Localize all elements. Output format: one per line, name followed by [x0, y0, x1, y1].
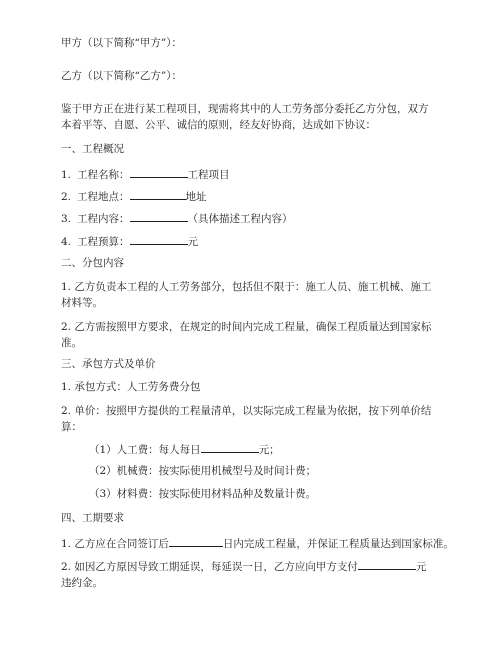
blank-field: [130, 166, 188, 178]
section-2-title: 二、分包内容: [61, 257, 124, 269]
section-1-title: 一、工程概况: [61, 143, 124, 155]
s3-paragraph-2: 2. 单价：按照甲方提供的工程量清单，以实际完成工程量为依据，按下列单价结算：: [61, 405, 432, 433]
paragraph-suffix: 日内完成工程量，并保证工程质量达到国家标准。: [222, 538, 454, 550]
s2-paragraph-1: 1. 乙方负责本工程的人工劳务部分，包括但不限于：施工人员、施工机械、施工材料等。: [61, 281, 432, 309]
item-label: 工程地点：: [77, 191, 130, 203]
party-a-line: 甲方（以下简称“甲方”）：: [61, 37, 182, 49]
item-label: 工程预算：: [77, 236, 130, 248]
s1-item-2: [61, 188, 207, 205]
s4-paragraph-2: [61, 558, 433, 591]
intro-paragraph: 鉴于甲方正在进行某工程项目，现需将其中的人工劳务部分委托乙方分包，双方本着平等、自愿、公平、诚信的原则，经友好协商，达成如下协议：: [61, 103, 429, 131]
item-suffix: 地址: [185, 191, 207, 203]
s2-paragraph-2: 2. 乙方需按照甲方要求，在规定的时间内完成工程量，确保工程质量达到国家标准。: [61, 321, 432, 349]
blank-field: [201, 441, 259, 453]
s3-paragraph-1: 1. 承包方式：人工劳务费分包: [61, 381, 201, 393]
sub-item-text: （1）人工费：每人每日: [89, 444, 201, 456]
blank-field: [130, 210, 188, 222]
item-number: 4.: [61, 236, 72, 248]
item-suffix: 工程项目: [187, 169, 230, 181]
paragraph-text: 1. 乙方应在合同签订后: [61, 538, 169, 550]
item-number: 3.: [61, 213, 72, 225]
item-number: 2.: [61, 191, 72, 203]
sub-item-suffix: 元；: [258, 444, 280, 456]
s1-item-3: [61, 210, 293, 227]
blank-field: [130, 233, 188, 245]
paragraph-text: 2. 如因乙方原因导致工期延误，每延误一日，乙方应向甲方支付: [61, 561, 358, 573]
s1-item-1: [61, 166, 230, 183]
section-4-title: 四、工期要求: [61, 512, 124, 524]
s4-paragraph-1: [61, 535, 454, 552]
item-label: 工程内容：: [77, 213, 130, 225]
party-b-line: 乙方（以下简称“乙方”）：: [61, 70, 182, 82]
blank-field: [358, 558, 416, 570]
s3-sub-item-2: （2）机械费：按实际使用机械型号及时间计费；: [89, 465, 317, 477]
item-label: 工程名称：: [77, 169, 130, 181]
blank-field: [130, 188, 186, 200]
s3-sub-item-3: （3）材料费：按实际使用材料品种及数量计费。: [89, 488, 317, 500]
s3-sub-item-1: [89, 441, 280, 458]
item-number: 1.: [61, 169, 72, 181]
paragraph-suffix: 元违约金。: [61, 561, 427, 589]
s1-item-4: [61, 233, 198, 250]
blank-field: [169, 535, 223, 547]
item-suffix: 元: [187, 236, 199, 248]
section-3-title: 三、承包方式及单价: [61, 358, 156, 370]
item-suffix: （具体描述工程内容）: [187, 213, 293, 225]
